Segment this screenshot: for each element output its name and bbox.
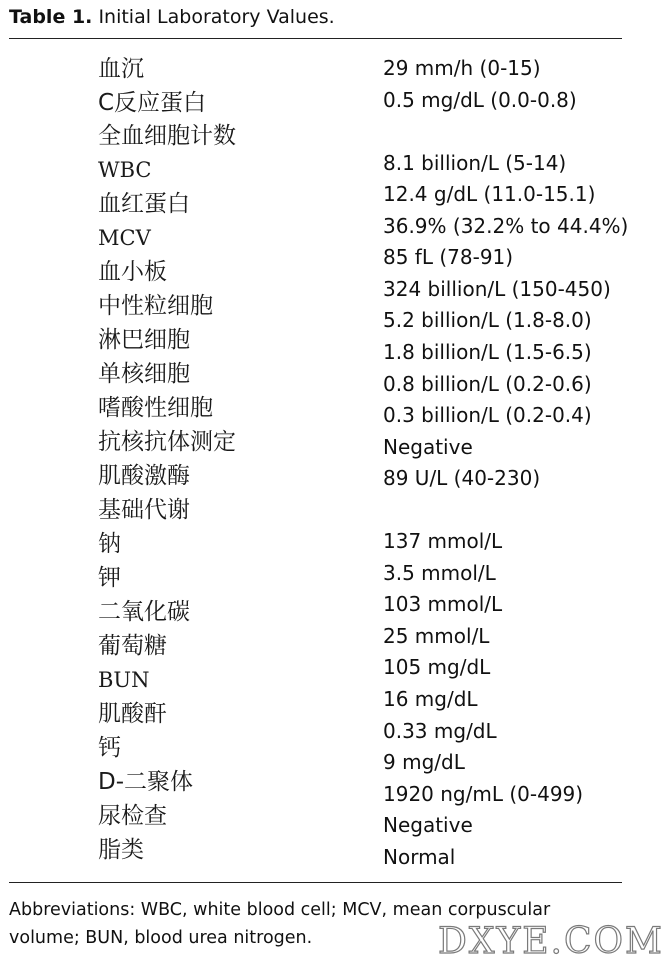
top-rule [9, 38, 622, 39]
row-label: WBC [98, 158, 152, 182]
row-value: 105 mg/dL [383, 655, 491, 679]
row-value: 5.2 billion/L (1.8-8.0) [383, 308, 592, 332]
row-label: 全血细胞计数 [98, 123, 236, 149]
row-label: MCV [98, 226, 151, 250]
row-value: 0.5 mg/dL (0.0-0.8) [383, 88, 577, 112]
row-label: 钾 [98, 565, 121, 591]
row-label: 肌酸酐 [98, 701, 167, 727]
row-label: 脂类 [98, 837, 144, 863]
row-value: 12.4 g/dL (11.0-15.1) [383, 182, 596, 206]
row-value: 1.8 billion/L (1.5-6.5) [383, 340, 592, 364]
row-label: 肌酸激酶 [98, 463, 190, 489]
row-value: 8.1 billion/L (5-14) [383, 151, 567, 175]
row-label: 钙 [98, 735, 121, 761]
row-label: 血小板 [98, 259, 167, 285]
row-label: 淋巴细胞 [98, 327, 190, 353]
row-label: 嗜酸性细胞 [98, 395, 213, 421]
row-value: Negative [383, 435, 473, 459]
row-value: Normal [383, 845, 456, 869]
row-label: 基础代谢 [98, 497, 190, 523]
row-label: 血红蛋白 [98, 191, 190, 217]
row-label: D-二聚体 [98, 769, 194, 795]
table-number: Table 1. [9, 6, 93, 28]
table-caption: Initial Laboratory Values. [98, 6, 335, 28]
row-value: 16 mg/dL [383, 687, 478, 711]
row-value: 0.33 mg/dL [383, 719, 497, 743]
row-value: 89 U/L (40-230) [383, 466, 541, 490]
row-value: Negative [383, 813, 473, 837]
row-label: 二氧化碳 [98, 599, 190, 625]
row-label: 中性粒细胞 [98, 293, 213, 319]
row-label: 尿检查 [98, 803, 167, 829]
abbreviations-footnote: Abbreviations: WBC, white blood cell; MCV, mean corpuscular volume; BUN, blood urea nitrogen. [9, 900, 551, 948]
row-label: 葡萄糖 [98, 633, 167, 659]
row-value: 29 mm/h (0-15) [383, 56, 541, 80]
row-value: 25 mmol/L [383, 624, 490, 648]
row-label: BUN [98, 668, 150, 692]
row-label: 血沉 [98, 56, 144, 82]
row-value: 324 billion/L (150-450) [383, 277, 611, 301]
row-label: 抗核抗体测定 [98, 429, 236, 455]
row-label: C反应蛋白 [98, 90, 207, 116]
row-label: 钠 [98, 531, 121, 557]
row-value: 137 mmol/L [383, 529, 503, 553]
row-value: 0.3 billion/L (0.2-0.4) [383, 403, 592, 427]
row-value: 0.8 billion/L (0.2-0.6) [383, 372, 592, 396]
bottom-rule [9, 882, 622, 883]
row-value: 3.5 mmol/L [383, 561, 496, 585]
row-value: 9 mg/dL [383, 750, 465, 774]
row-label: 单核细胞 [98, 361, 190, 387]
row-value: 1920 ng/mL (0-499) [383, 782, 584, 806]
row-value: 103 mmol/L [383, 592, 503, 616]
row-value: 36.9% (32.2% to 44.4%) [383, 214, 629, 238]
row-value: 85 fL (78-91) [383, 245, 514, 269]
table-title [9, 6, 335, 28]
watermark-logo: DXYE.COM [438, 921, 664, 962]
